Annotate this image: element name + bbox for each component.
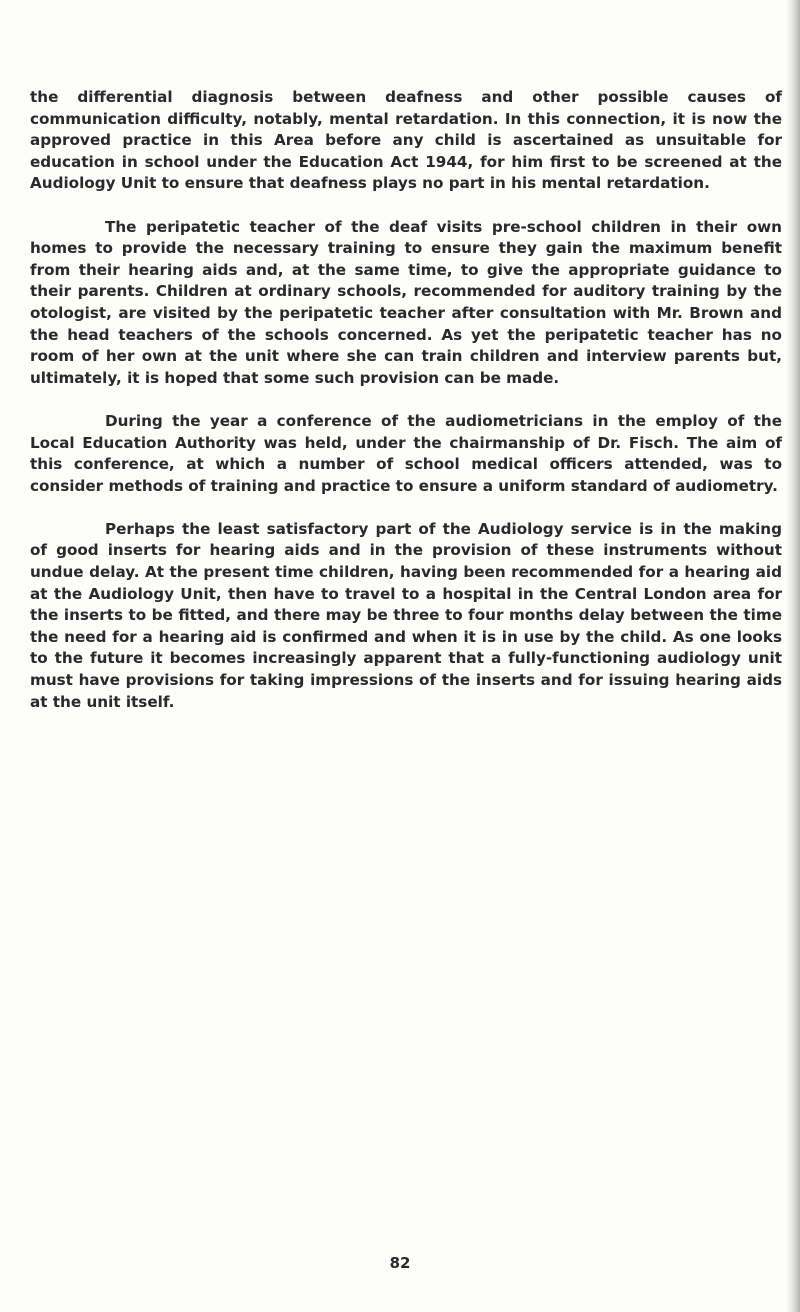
paragraph-continuation: the differential diagnosis between deafness and other possible causes of communication difficulty, notably, mental retardation. In this connection, it is now the approved practice in this Area before any child is ascertained as unsuitable for education in school under the Education Act 1944, for him first to be screened at the Audiology Unit to ensure that deafness plays no part in his mental retardation. [30,88,782,193]
paragraph-conference: During the year a conference of the audiometricians in the employ of the Local Education Authority was held, under the chairmanship of Dr. Fisch. The aim of this conference, at which a number of school medical officers attended, was to consider methods of training and practice to ensure a uniform standard of audiometry. [30,411,782,495]
page-number: 82 [389,1254,411,1272]
paragraph-peripatetic-teacher: The peripatetic teacher of the deaf visits pre-school children in their own homes to provide the necessary training to ensure they gain the maximum benefit from their hearing aids and, at the same time, to give the appropriate guidance to their parents. Children at ordinary schools, recommended for auditory training by the otologist, are visited by the peripatetic teacher after consultation with Mr. Brown and the head teachers of the schools concerned. As yet the peripatetic teacher has no room of her own at the unit where she can train children and interview parents but, ultimately, it is hoped that some such provision can be made. [30,217,782,387]
page-edge-shadow [786,0,800,1312]
body-text [30,87,782,735]
paragraph-hearing-aid-inserts: Perhaps the least satisfactory part of the Audiology service is in the making of good inserts for hearing aids and in the provision of these instruments without undue delay. At the present time children, having been recommended for a hearing aid at the Audiology Unit, then have to travel to a hospital in the Central London area for the inserts to be fitted, and there may be three to four months delay between the time the need for a hearing aid is confirmed and when it is in use by the child. As one looks to the future it becomes increasingly apparent that a fully-functioning audiology unit must have provisions for taking impressions of the inserts and for issuing hearing aids at the unit itself. [30,519,782,711]
